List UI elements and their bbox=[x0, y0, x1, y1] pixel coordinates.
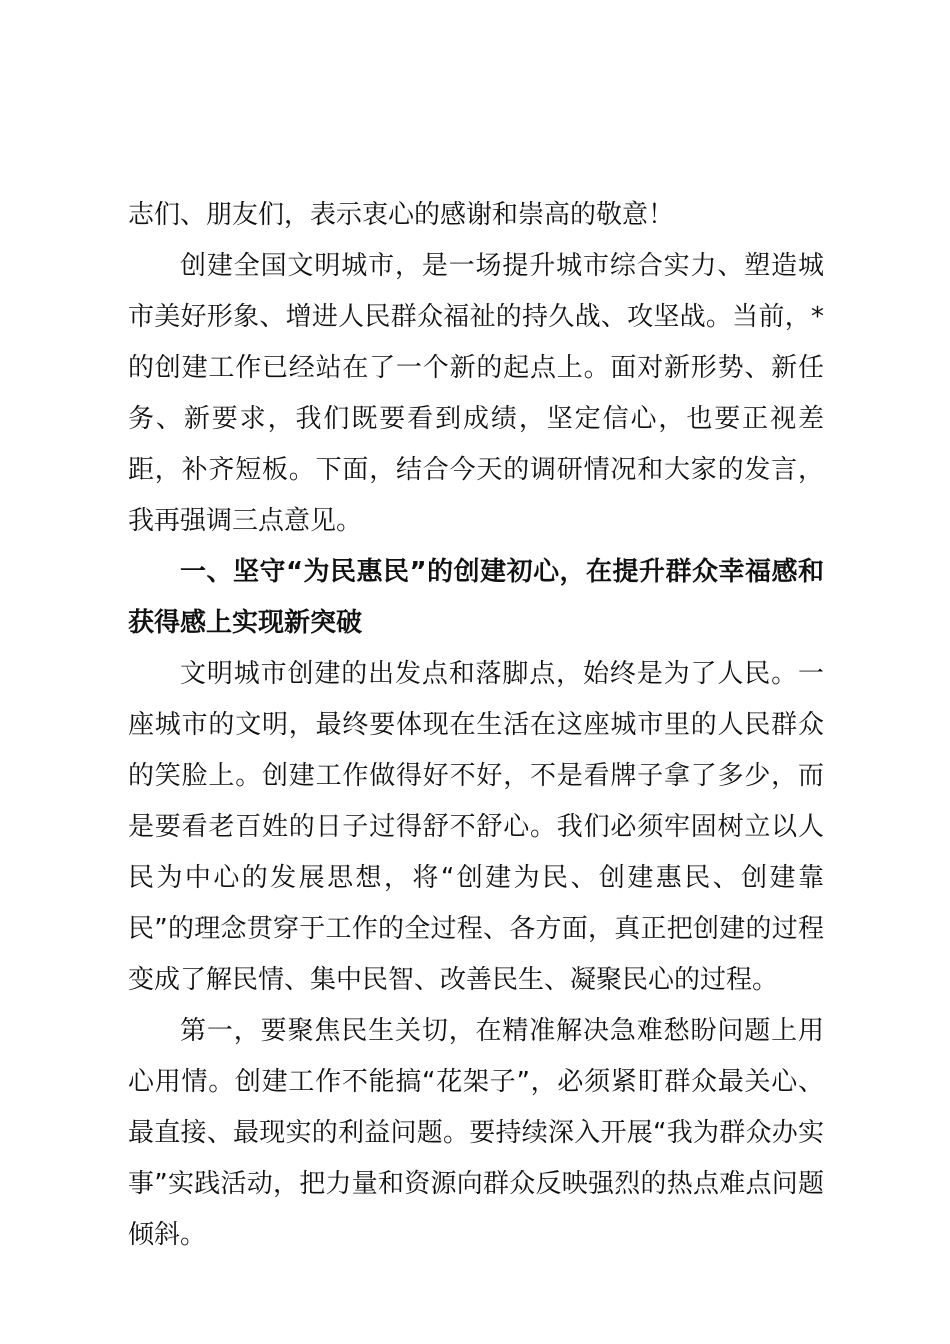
paragraph-introduction: 创建全国文明城市，是一场提升城市综合实力、塑造城市美好形象、增进人民群众福祉的持久战、攻坚战。当前，*的创建工作已经站在了一个新的起点上。面对新形势、新任务、新要求，我们既要看到成绩，坚定信心，也要正视差距，补齐短板。下面，结合今天的调研情况和大家的发言，我再强调三点意见。 bbox=[128, 251, 824, 536]
document-body bbox=[128, 190, 824, 1261]
paragraph-first-point: 第一，要聚焦民生关切，在精准解决急难愁盼问题上用心用情。创建工作不能搞“花架子”，必须紧盯群众最关心、最直接、最现实的利益问题。要持续深入开展“我为群众办实事”实践活动，把力量和资源向群众反映强烈的热点难点问题倾斜。 bbox=[128, 1016, 824, 1250]
paragraph-closing-thanks: 志们、朋友们，表示衷心的感谢和崇高的敬意！ bbox=[128, 200, 675, 230]
section-heading-one: 一、坚守“为民惠民”的创建初心，在提升群众幸福感和获得感上实现新突破 bbox=[128, 557, 824, 638]
paragraph-people-centered: 文明城市创建的出发点和落脚点，始终是为了人民。一座城市的文明，最终要体现在生活在这座城市里的人民群众的笑脸上。创建工作做得好不好，不是看牌子拿了多少，而是要看老百姓的日子过得舒不舒心。我们必须牢固树立以人民为中心的发展思想，将“创建为民、创建惠民、创建靠民”的理念贯穿于工作的全过程、各方面，真正把创建的过程变成了解民情、集中民智、改善民生、凝聚民心的过程。 bbox=[128, 659, 824, 995]
